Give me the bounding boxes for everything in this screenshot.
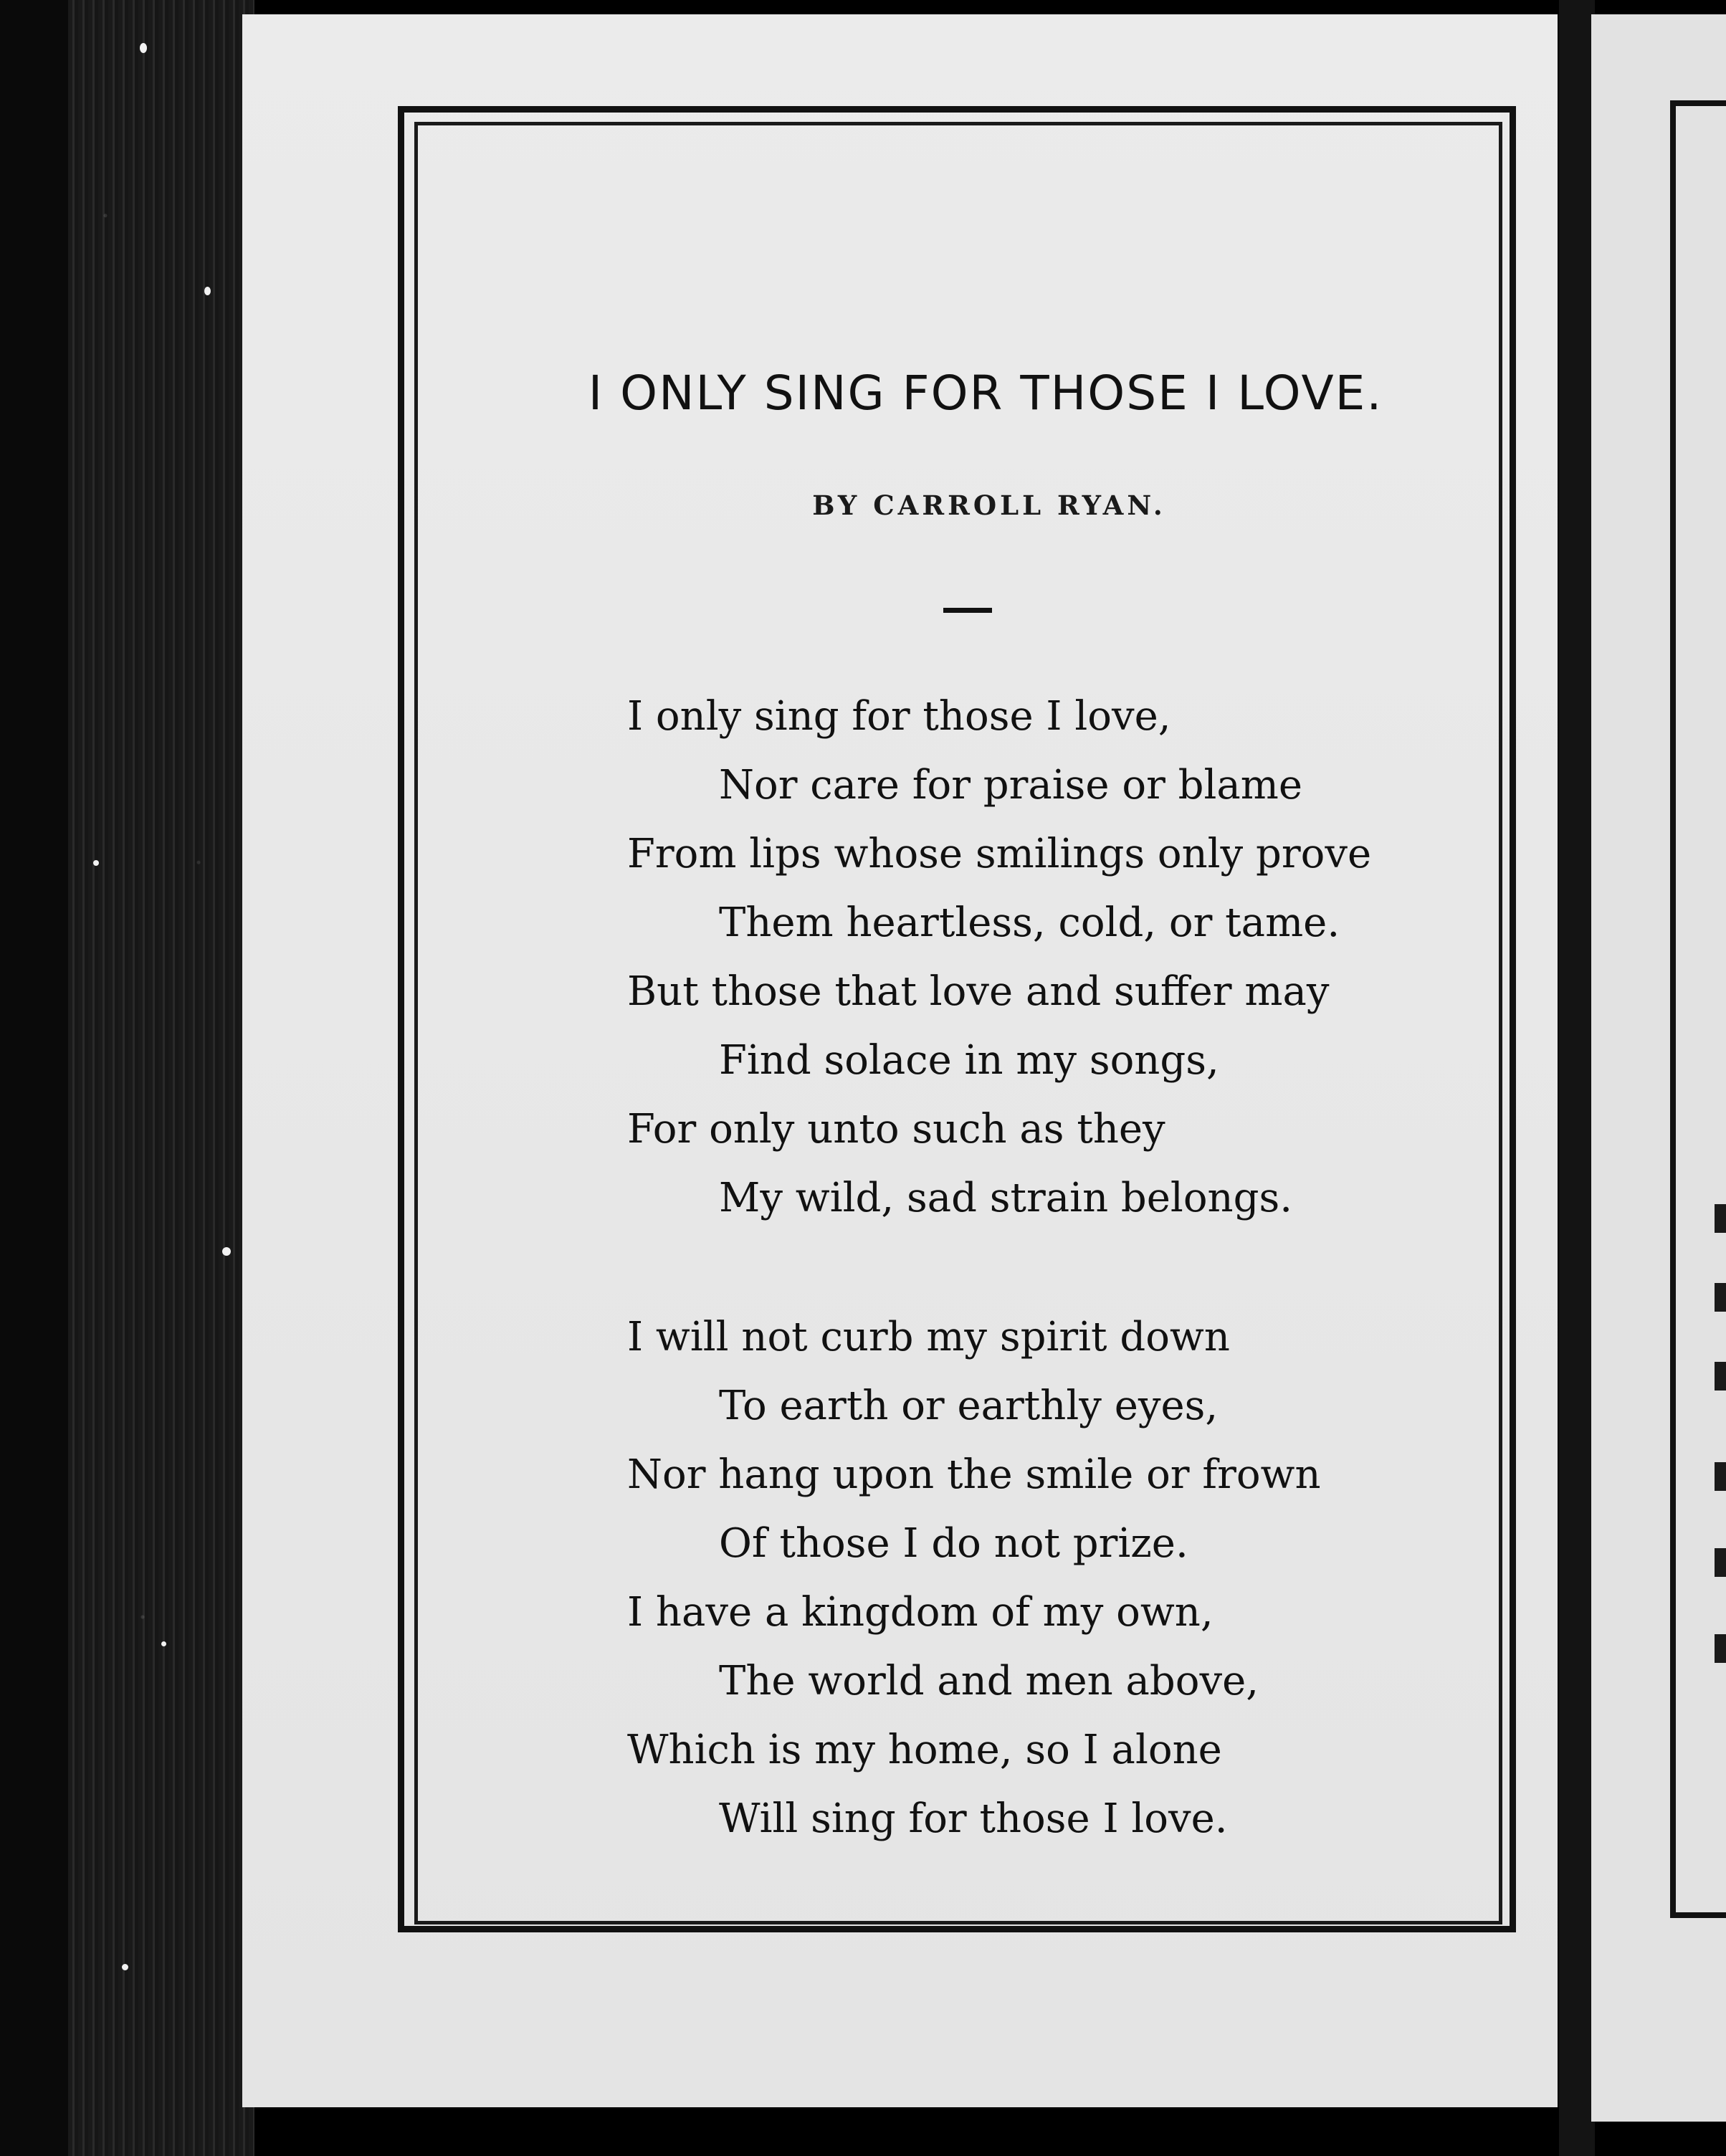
dust-speck [204, 287, 211, 295]
poem-byline: BY CARROLL RYAN. [812, 490, 1166, 521]
adjacent-page-glyph [1715, 1204, 1726, 1233]
dust-speck [222, 1247, 231, 1256]
dust-speck [93, 860, 99, 866]
poem-line: To earth or earthly eyes, [719, 1383, 1219, 1429]
stanza-1 [627, 682, 1451, 1233]
poem-line: Nor care for praise or blame [719, 762, 1303, 808]
poem-line: I only sing for those I love, [627, 693, 1171, 740]
poem-line: From lips whose smilings only prove [627, 831, 1372, 877]
adjacent-page-glyph [1715, 1462, 1726, 1491]
title-divider [943, 608, 992, 613]
poem-line: My wild, sad strain belongs. [719, 1175, 1292, 1221]
dust-speck [161, 1641, 166, 1646]
adjacent-page-glyph [1715, 1634, 1726, 1663]
poem-line: Find solace in my songs, [719, 1037, 1219, 1084]
page-gutter-shadow [1559, 0, 1595, 2156]
book-binding [68, 0, 254, 2156]
poem-line: Them heartless, cold, or tame. [719, 900, 1340, 946]
poem-line: For only unto such as they [627, 1106, 1165, 1153]
adjacent-page-glyph [1715, 1548, 1726, 1577]
adjacent-page-glyph [1715, 1362, 1726, 1391]
poem-line: Nor hang upon the smile or frown [627, 1451, 1321, 1498]
poem-line: Which is my home, so I alone [627, 1727, 1222, 1773]
poem-line: The world and men above, [719, 1658, 1259, 1704]
dust-speck [140, 43, 147, 53]
poem-line: I will not curb my spirit down [627, 1314, 1230, 1360]
poem-line: But those that love and suffer may [627, 968, 1330, 1015]
adjacent-page-glyph [1715, 1283, 1726, 1312]
poem-title: I ONLY SING FOR THOSE I LOVE. [588, 366, 1383, 421]
poem-line: Of those I do not prize. [719, 1520, 1188, 1567]
binding-edge [0, 0, 68, 2156]
poem-line: Will sing for those I love. [719, 1795, 1228, 1842]
dust-speck [122, 1964, 128, 1970]
stanza-2 [627, 1303, 1451, 1854]
poem-line: I have a kingdom of my own, [627, 1589, 1214, 1636]
